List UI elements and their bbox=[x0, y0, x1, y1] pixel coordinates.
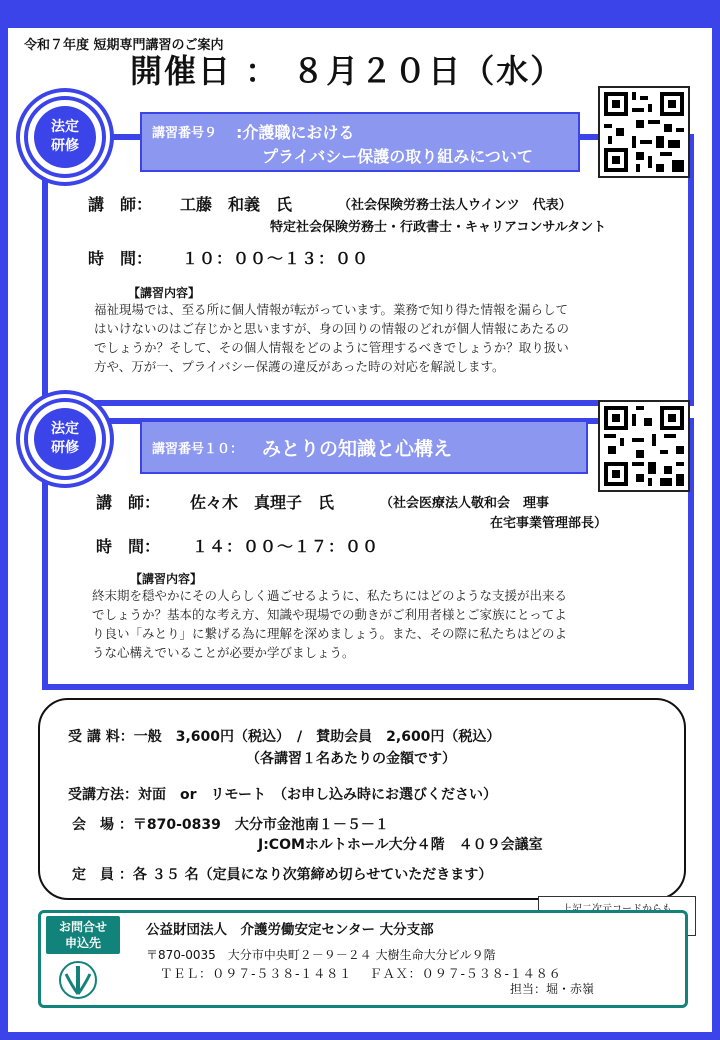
course2-content-line: うな心構えでいることが必要か学びましょう。 bbox=[92, 645, 355, 660]
course2-content-line: り良い「みとり」に繋げる為に理解を深めましょう。また、その際に私たちはどのよ bbox=[92, 626, 568, 641]
course2-content-label: 【講習内容】 bbox=[130, 572, 203, 586]
course1-lecturer-affil1: （社会保険労務士法人ウインツ 代表） bbox=[338, 198, 572, 213]
course2-content-line: 終末期を穏やかにその人らしく過ごせるように、私たちにはどのような支援が出来る bbox=[92, 588, 568, 603]
course2-lecturer-affil2: 在宅事業管理部長） bbox=[490, 516, 608, 531]
venue-line1: 会 場 ：〒870-0839 大分市金池南１－５－１ bbox=[72, 817, 389, 833]
contact-org: 公益財団法人 介護労働安定センター 大分支部 bbox=[146, 922, 434, 938]
course2-badge-line2: 研修 bbox=[51, 440, 79, 456]
course1-content-label: 【講習内容】 bbox=[128, 286, 201, 300]
course1-title-box bbox=[140, 112, 580, 172]
venue-line2: J:COMホルトホール大分４階 ４０９会議室 bbox=[258, 837, 543, 853]
course1-lecturer-name: 工藤 和義 氏 bbox=[180, 195, 293, 214]
course2-lecturer-affil1: （社会医療法人敬和会 理事 bbox=[380, 496, 550, 511]
course1-number: 講習番号９ bbox=[152, 126, 218, 141]
course2-number: 講習番号１０： bbox=[152, 442, 244, 457]
course2-title: みとりの知識と心構え bbox=[262, 438, 453, 460]
course1-title-line2: プライバシー保護の取り組みについて bbox=[262, 147, 533, 166]
course1-lecturer-label: 講 師： bbox=[88, 195, 153, 214]
contact-badge-line2: 申込先 bbox=[64, 936, 101, 950]
fee-note: （各講習１名あたりの金額です） bbox=[246, 751, 456, 767]
course2-lecturer-label: 講 師： bbox=[96, 493, 161, 512]
capacity-line: 定 員 ：各 ３５ 名（定員になり次第締め切らせていただきます） bbox=[72, 867, 493, 883]
course1-content-line: 福祉現場では、至る所に個人情報が転がっています。業務で知り得た情報を漏らして bbox=[94, 302, 569, 317]
contact-badge-line1: お問合せ bbox=[58, 920, 107, 934]
course1-badge-line1: 法定 bbox=[51, 119, 79, 135]
event-date: 開催日 ： ８月２０日（水） bbox=[130, 52, 565, 90]
course1-badge bbox=[24, 96, 106, 178]
course2-time-label: 時 間： bbox=[96, 537, 161, 556]
course1-content-line: でしょうか？そして、その個人情報をどのように管理するべきでしょうか？取り扱い bbox=[94, 340, 569, 355]
contact-address: 〒870-0035 大分市中央町２－９－２４ 大樹生命大分ビル９階 bbox=[146, 948, 496, 962]
qr-code-icon[interactable] bbox=[598, 86, 690, 178]
course1-content-line: はいけないのはご存じかと思いますが、身の回りの情報のどれが個人情報にあたるの bbox=[94, 321, 570, 336]
course1-content-line: 方や、万が一、プライバシー保護の違反があった時の対応を解説します。 bbox=[94, 359, 505, 374]
qr-code-icon[interactable] bbox=[598, 400, 690, 492]
course2-badge bbox=[24, 398, 106, 480]
header-text: 令和７年度 短期専門講習のご案内 bbox=[24, 38, 224, 53]
course2-time-value: １４：００～１７：００ bbox=[192, 537, 380, 556]
contact-tel-fax: ＴＥＬ：０９７-５３８-１４８１ ＦＡＸ：０９７-５３８-１４８６ bbox=[160, 966, 562, 981]
course1-content bbox=[94, 300, 674, 376]
center-logo-icon bbox=[58, 960, 98, 1000]
course1-time-value: １０：００～１３：００ bbox=[182, 249, 370, 268]
fee-line: 受 講 料：一般 3,600円（税込） / 賛助会員 2,600円（税込） bbox=[68, 729, 501, 745]
course1-title-line1: :介護職における bbox=[236, 123, 355, 142]
course2-lecturer-name: 佐々木 真理子 氏 bbox=[190, 493, 335, 512]
contact-badge bbox=[46, 916, 120, 954]
course2-badge-line1: 法定 bbox=[51, 421, 79, 437]
course2-content bbox=[92, 586, 672, 662]
course1-badge-line2: 研修 bbox=[51, 138, 79, 154]
course2-content-line: でしょうか？基本的な考え方、知識や現場での動きがご利用者様とご家族にとってよ bbox=[92, 607, 567, 622]
course2-title-box bbox=[140, 420, 588, 474]
course1-lecturer-affil2: 特定社会保険労務士・行政書士・キャリアコンサルタント bbox=[270, 220, 607, 235]
attendance-method: 受講方法：対面 or リモート （お申し込み時にお選びください） bbox=[68, 787, 497, 803]
course1-time-label: 時 間： bbox=[88, 249, 153, 268]
contact-staff: 担当：堀・赤嶺 bbox=[510, 982, 595, 996]
